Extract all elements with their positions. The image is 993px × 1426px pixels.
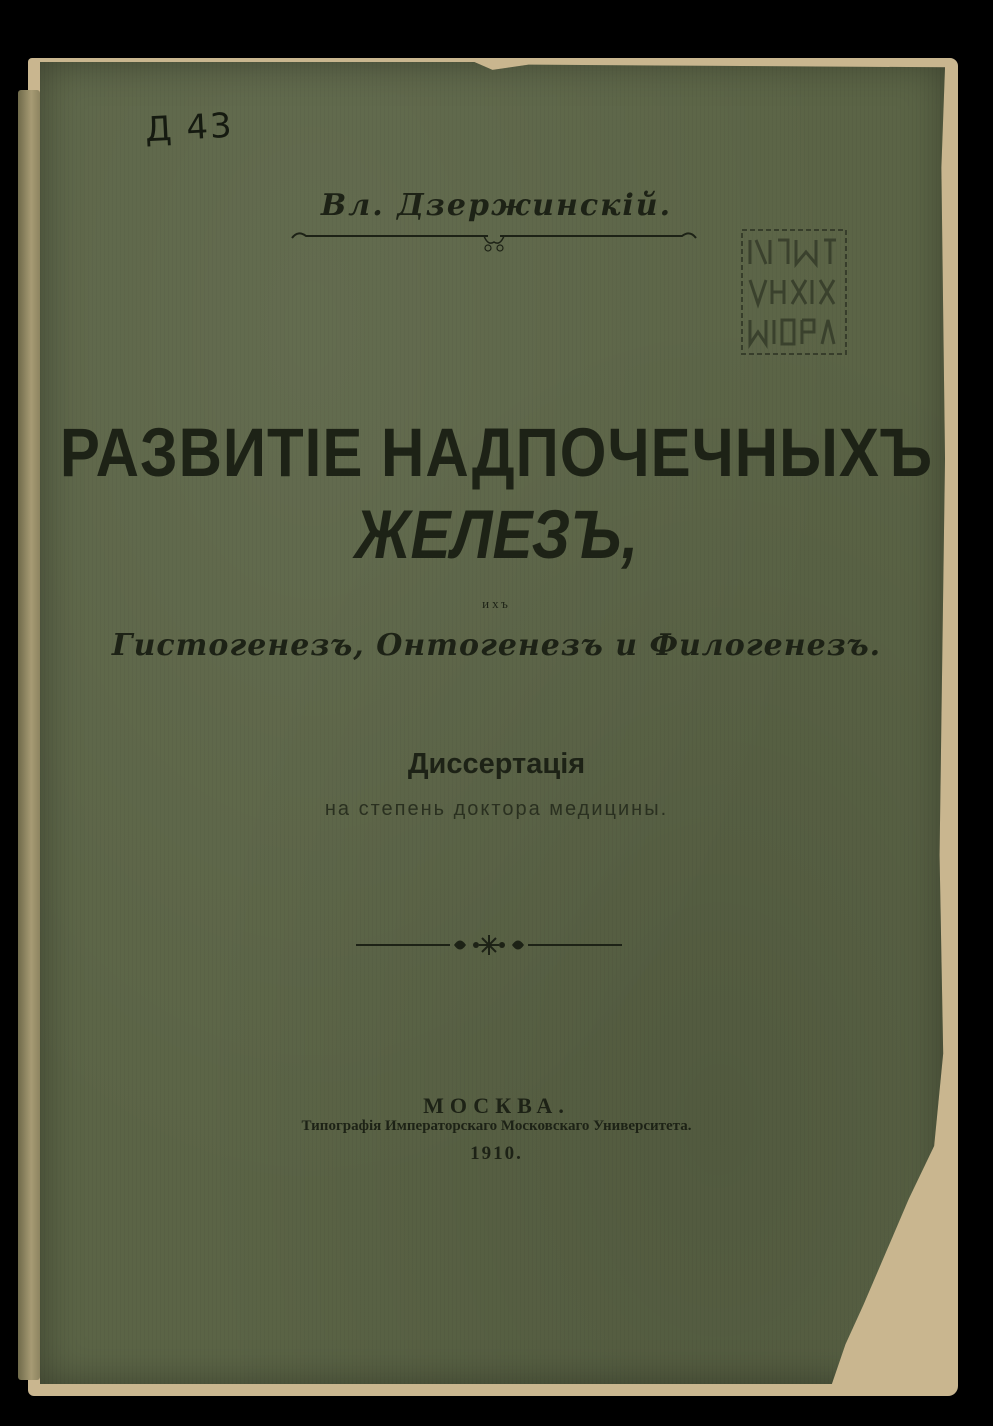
author-name: Вл. Дзержинскій. (320, 188, 673, 223)
degree-line: на степень доктора медицины. (324, 798, 669, 820)
title-connector: ихъ (482, 596, 511, 611)
handwritten-shelfmark: Д 43 (144, 105, 235, 151)
subtitle: Гистогенезъ, Онтогенезъ и Филогенезъ. (111, 628, 882, 663)
publication-year: 1910. (470, 1143, 523, 1164)
library-stamp (740, 228, 848, 356)
publication-city: МОСКВА. (423, 1093, 570, 1118)
page-block-edge (18, 90, 40, 1380)
title-line-1: РАЗВИТІЕ НАДПОЧЕЧНЫХЪ (59, 413, 934, 492)
genre-label: Диссертація (407, 748, 586, 780)
publisher-line: Типографія Императорскаго Московскаго Университета. (301, 1118, 692, 1134)
center-rule-ornament (356, 932, 622, 958)
title-line-2: ЖЕЛЕЗЪ, (354, 495, 639, 574)
author-rule-ornament (288, 228, 700, 258)
